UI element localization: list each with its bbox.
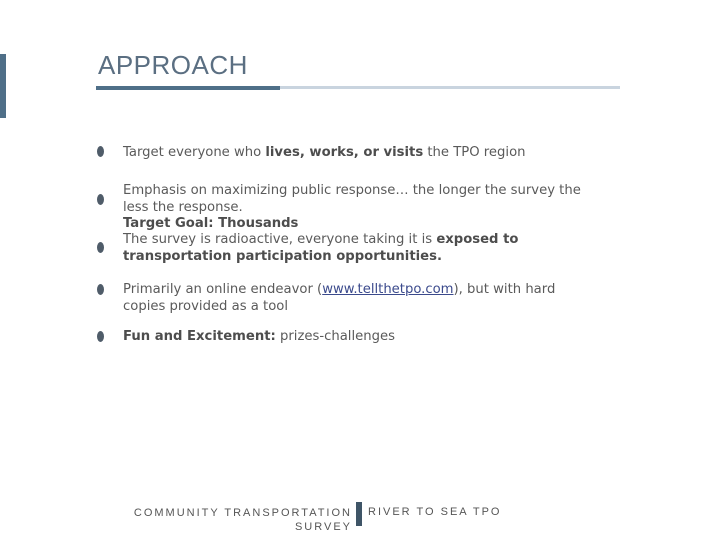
title-underline-light	[280, 86, 620, 89]
bullet-marker-5	[97, 331, 104, 342]
bullet-2-text: Emphasis on maximizing public response… the longer the survey the less the response.	[123, 183, 581, 215]
bullet-text-1	[123, 145, 603, 162]
slide-title: APPROACH	[98, 50, 248, 80]
title-underline-dark	[96, 86, 280, 90]
bullet-4-pre: Primarily an online endeavor (	[123, 282, 323, 297]
footer-survey-name	[130, 506, 352, 534]
bullet-5-bold: Fun and Excitement:	[123, 329, 276, 344]
footer-organization: RIVER TO SEA TPO	[368, 506, 502, 518]
bullet-marker-4	[97, 284, 104, 295]
bullet-4-post: ), but with hard copies provided as a tool	[123, 282, 556, 314]
footer-left-line-1: COMMUNITY TRANSPORTATION	[133, 507, 352, 519]
bullet-1-pre: Target everyone who	[123, 145, 266, 160]
bullet-5-post: prizes-challenges	[275, 329, 395, 344]
bullet-3-bold-1: exposed to	[436, 232, 519, 247]
bullet-text-5	[123, 329, 603, 346]
bullet-3-pre: The survey is radioactive, everyone taking it is	[123, 232, 437, 247]
left-accent-bar	[0, 54, 6, 118]
bullet-text-3	[123, 232, 603, 265]
bullet-3-bold-2: transportation participation opportunities.	[123, 248, 442, 264]
bullet-marker-2	[97, 194, 104, 205]
bullet-marker-3	[97, 242, 104, 253]
bullet-1-post: the TPO region	[423, 145, 526, 160]
bullet-marker-1	[97, 146, 104, 157]
bullet-text-4	[123, 282, 578, 315]
bullet-text-2	[123, 183, 593, 233]
footer-left-line-2: SURVEY	[294, 521, 352, 533]
bullet-1-bold: lives, works, or visits	[265, 145, 424, 160]
bullet-2-bold: Target Goal: Thousands	[123, 216, 299, 231]
survey-website-link[interactable]: www.tellthetpo.com	[322, 282, 454, 297]
footer-divider-bar	[356, 502, 362, 526]
